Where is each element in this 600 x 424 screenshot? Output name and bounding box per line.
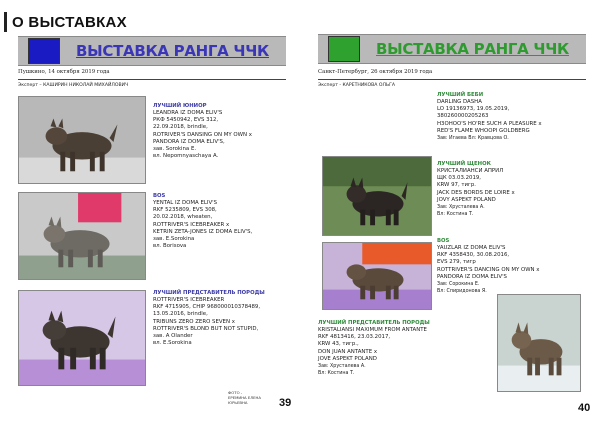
dog-photo-puppy [322, 156, 432, 236]
right-show-banner [318, 34, 586, 64]
photo-credit-line: ФОТО - [228, 390, 243, 395]
block-line: ROTTRIVER'S ICEBREAKER x [153, 221, 230, 228]
right-block-puppy [437, 161, 515, 218]
block-title: ЛУЧШИЙ ЮНИОР [153, 103, 207, 109]
blue-swatch [28, 38, 60, 64]
block-line: зав. A Olander [153, 333, 193, 340]
block-line: РКФ 5450942, EVS 312, [153, 117, 219, 124]
block-title: BOS [437, 238, 450, 244]
block-title: ЛУЧШИЙ ЩЕНОК [437, 161, 491, 167]
photo-credit [228, 390, 261, 405]
block-line: H3OHOO'S HO'RE SUCH A PLEASURE x [437, 120, 542, 127]
block-line: RED'S FLAME WHOOPI GOLDBERG [437, 127, 530, 134]
block-line: Вл: Спиридонова Я. [437, 289, 487, 295]
block-line: DARLING DASHA [437, 99, 482, 105]
block-line: Вл: Костина Т. [437, 212, 474, 218]
block-line: YAUZLAR IZ DOMA ELIV'S [437, 245, 506, 251]
block-line: RKF 4813416, 23.03.2017, [318, 334, 391, 341]
block-line: RKF 4358430, 30.08.2016, [437, 252, 510, 259]
block-line: зав. E.Sorokina [153, 236, 195, 243]
dog-photo-junior [18, 96, 146, 184]
left-block-best-of-breed [153, 290, 265, 347]
block-line: вл. Nepomnyaschaya A. [153, 153, 219, 160]
left-date-line: Пушкино, 14 октября 2019 года [18, 69, 110, 75]
block-line: JACK DES BORDS DE LOIRE x [437, 189, 515, 196]
block-line: зав. Sorokina E. [153, 146, 197, 153]
header-accent-bar [4, 12, 7, 32]
block-line: JOVY ASPEKT POLAND [437, 196, 496, 203]
right-block-baby [437, 92, 542, 142]
block-line: KRW 97, тигр. [437, 182, 477, 189]
right-block-best-of-breed [318, 320, 430, 377]
page-number-right: 40 [578, 402, 591, 414]
block-title: ЛУЧШИЙ БЕБИ [437, 92, 484, 98]
block-line: PANDORA IZ DOMA ELIV'S, [153, 138, 225, 145]
block-line: Вл: Костина Т. [318, 371, 355, 377]
block-line: PANDORA IZ DOMA ELIV'S [437, 273, 507, 280]
block-line: ROTTRIVER'S ICEBREAKER [153, 297, 225, 303]
right-block-bos [437, 238, 539, 295]
block-line: ROTRIVER'S DANSING ON MY OWN x [153, 131, 252, 138]
right-date-line: Санкт-Петербург, 26 октября 2019 года [318, 69, 433, 75]
block-line: Зав: Игаева Вл: Кравцова О. [437, 136, 509, 142]
dog-photo-best-of-breed-right [497, 294, 581, 392]
block-line: DON JUAN ANTANTE x [318, 348, 378, 355]
page-number-left: 39 [279, 397, 292, 409]
right-divider [318, 79, 586, 80]
block-line: JOVE ASPEKT POLAND [318, 355, 377, 362]
photo-credit-line: ЕРЕМИНА ЕЛЕНА [228, 395, 261, 400]
block-line: KRISTALIANSI MAXIMUM FROM ANTANTE [318, 327, 427, 333]
block-title: ЛУЧШИЙ ПРЕДСТАВИТЕЛЬ ПОРОДЫ [318, 320, 430, 326]
left-block-junior [153, 103, 252, 160]
block-line: Зав: Хрусталева А. [437, 205, 485, 211]
left-divider [18, 79, 286, 80]
left-expert: Эксперт – КАШИРИН НИКОЛАЙ МИХАЙЛОВИЧ [18, 83, 129, 88]
block-line: 380260000205263 [437, 113, 489, 120]
block-line: ЩК 03.03.2019, [437, 175, 482, 182]
block-line: KETRIN ZETA-JONES IZ DOMA ELIV'S, [153, 228, 253, 235]
block-line: LO 19136973, 19.05.2019, [437, 106, 510, 113]
block-line: TRIBUNS ZERO ZERO SEVEN x [153, 318, 235, 325]
block-line: ROTTRIVER'S BLOND BUT NOT STUPID, [153, 325, 259, 332]
dog-photo-best-of-breed-left [18, 290, 146, 386]
block-line: RKF 5235809, EVS 308, [153, 207, 217, 214]
right-banner-title: ВЫСТАВКА РАНГА ЧЧК [376, 40, 569, 58]
dog-photo-bos-right [322, 242, 432, 310]
block-line: 22.09.2018, brindle, [153, 124, 208, 131]
block-line: ROTTRIVER'S DANCING ON MY OWN x [437, 266, 540, 273]
block-line: YENTAL IZ DOMA ELIV'S [153, 200, 218, 206]
block-line: вл. E.Sorokina [153, 340, 192, 347]
block-line: КРИСТАЛИАНСИ АПРИЛ [437, 168, 504, 174]
block-line: EVS 279, тигр [437, 259, 476, 266]
block-line: KRW 43, тигр., [318, 341, 359, 348]
block-line: RKF 4715905, CHIP 968000010378489, [153, 304, 261, 311]
block-title: BOS [153, 193, 166, 199]
left-banner-title: ВЫСТАВКА РАНГА ЧЧК [76, 42, 269, 60]
block-line: 20.02.2018, wheaten, [153, 214, 213, 221]
left-show-banner [18, 36, 286, 66]
green-swatch [328, 36, 360, 62]
block-title: ЛУЧШИЙ ПРЕДСТАВИТЕЛЬ ПОРОДЫ [153, 290, 265, 296]
photo-credit-line: ЮРЬЕВНА [228, 400, 248, 405]
section-title: О ВЫСТАВКАХ [12, 14, 127, 31]
block-line: Зав: Сорокина Е. [437, 282, 480, 288]
block-line: вл. Borisova [153, 243, 187, 250]
block-line: 13.05.2016, brindle, [153, 311, 208, 318]
left-block-bos [153, 193, 252, 250]
dog-photo-bos-left [18, 192, 146, 280]
right-expert: Эксперт - КАРЕТНИКОВА ОЛЬГА [318, 83, 396, 88]
block-line: LEANDRA IZ DOMA ELIV'S [153, 110, 223, 116]
block-line: Зав: Хрусталева А. [318, 364, 366, 370]
